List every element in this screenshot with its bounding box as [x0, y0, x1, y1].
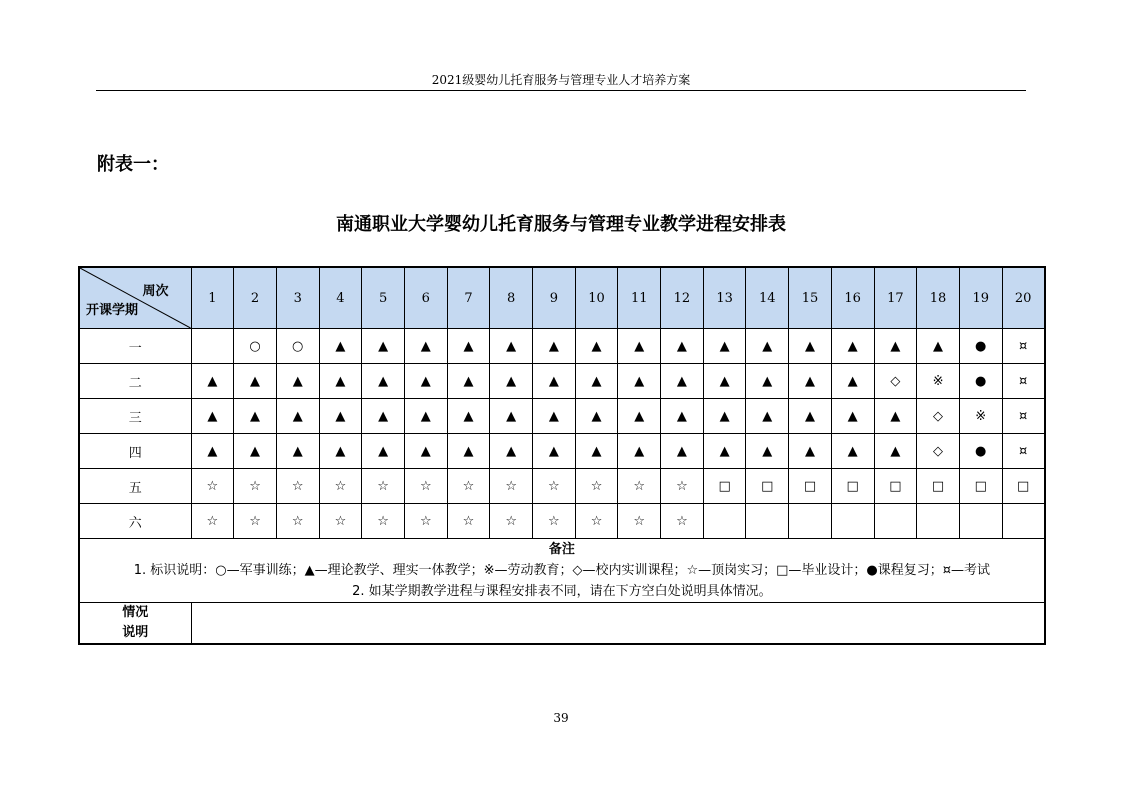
schedule-cell: ☆ [404, 469, 447, 504]
notes-line: 1. 标识说明：○—军事训练；▲—理论教学、理实一体教学；※—劳动教育；◇—校内实训课程；☆—顶岗实习；□—毕业设计；●课程复习；¤—考试 [133, 563, 991, 578]
week-header-cell: 4 [319, 267, 362, 329]
schedule-cell: ◇ [917, 434, 960, 469]
schedule-cell: ☆ [575, 504, 618, 539]
week-header-cell: 14 [746, 267, 789, 329]
notes-row [79, 539, 1045, 603]
schedule-cell: ▲ [490, 329, 533, 364]
schedule-cell: □ [831, 469, 874, 504]
schedule-cell: ▲ [618, 364, 661, 399]
schedule-cell: ▲ [831, 434, 874, 469]
schedule-cell: ▲ [490, 399, 533, 434]
schedule-cell: □ [789, 469, 832, 504]
semester-label: 三 [79, 399, 191, 434]
schedule-cell: ▲ [490, 364, 533, 399]
notes-line: 2. 如某学期教学进程与课程安排表不同，请在下方空白处说明具体情况。 [352, 584, 772, 599]
schedule-cell: ▲ [703, 364, 746, 399]
schedule-cell: ▲ [191, 399, 234, 434]
schedule-cell: ▲ [789, 434, 832, 469]
week-header-cell: 1 [191, 267, 234, 329]
schedule-cell [746, 504, 789, 539]
schedule-cell: ▲ [404, 434, 447, 469]
schedule-cell: ☆ [234, 504, 277, 539]
schedule-cell: ☆ [362, 504, 405, 539]
semester-label: 四 [79, 434, 191, 469]
week-header-cell: 3 [276, 267, 319, 329]
schedule-cell: ▲ [789, 364, 832, 399]
schedule-cell: ※ [959, 399, 1002, 434]
notes-heading: 备注 [548, 542, 575, 557]
schedule-cell: ▲ [703, 434, 746, 469]
week-header-cell: 5 [362, 267, 405, 329]
week-header-cell: 19 [959, 267, 1002, 329]
schedule-cell: ● [959, 329, 1002, 364]
situation-text-area[interactable] [191, 603, 1045, 645]
schedule-cell: ¤ [1002, 364, 1045, 399]
schedule-cell: □ [917, 469, 960, 504]
schedule-cell: □ [874, 469, 917, 504]
schedule-cell: ▲ [404, 329, 447, 364]
schedule-cell: ¤ [1002, 399, 1045, 434]
schedule-cell: ☆ [319, 469, 362, 504]
schedule-cell: ▲ [746, 434, 789, 469]
week-header-cell: 9 [533, 267, 576, 329]
schedule-cell [917, 504, 960, 539]
schedule-cell: ▲ [276, 399, 319, 434]
schedule-cell: ▲ [234, 434, 277, 469]
schedule-cell: ▲ [618, 399, 661, 434]
schedule-cell: ▲ [533, 399, 576, 434]
schedule-cell [831, 504, 874, 539]
week-header-cell: 8 [490, 267, 533, 329]
schedule-cell: ▲ [789, 329, 832, 364]
schedule-cell: ▲ [276, 364, 319, 399]
schedule-cell: ▲ [319, 399, 362, 434]
schedule-cell: ▲ [874, 434, 917, 469]
schedule-cell: ◇ [874, 364, 917, 399]
schedule-cell: ▲ [575, 329, 618, 364]
week-header-cell: 20 [1002, 267, 1045, 329]
week-header-cell: 15 [789, 267, 832, 329]
schedule-cell: ▲ [362, 329, 405, 364]
week-header-cell: 10 [575, 267, 618, 329]
schedule-cell: ▲ [276, 434, 319, 469]
schedule-cell: ▲ [362, 364, 405, 399]
schedule-cell: ▲ [447, 399, 490, 434]
schedule-cell: ▲ [703, 329, 746, 364]
schedule-cell: ▲ [661, 329, 704, 364]
week-header-cell: 17 [874, 267, 917, 329]
schedule-cell: ▲ [746, 364, 789, 399]
week-header-cell: 13 [703, 267, 746, 329]
schedule-cell: ¤ [1002, 434, 1045, 469]
schedule-cell: ☆ [404, 504, 447, 539]
schedule-cell: ▲ [404, 399, 447, 434]
schedule-cell: ☆ [533, 469, 576, 504]
week-header-cell: 16 [831, 267, 874, 329]
situation-label [79, 603, 191, 645]
semester-label: 六 [79, 504, 191, 539]
schedule-cell: ▲ [234, 364, 277, 399]
semester-label: 二 [79, 364, 191, 399]
situation-label-line: 情况 [122, 605, 149, 620]
schedule-cell: ▲ [447, 329, 490, 364]
schedule-cell: ▲ [661, 364, 704, 399]
week-header-cell: 2 [234, 267, 277, 329]
schedule-cell: ▲ [874, 399, 917, 434]
schedule-cell: ☆ [618, 504, 661, 539]
page-number: 39 [553, 711, 569, 725]
week-header-cell: 18 [917, 267, 960, 329]
schedule-cell: ▲ [447, 434, 490, 469]
schedule-cell: ☆ [575, 469, 618, 504]
schedule-cell: ☆ [618, 469, 661, 504]
schedule-cell: ○ [276, 329, 319, 364]
schedule-cell: ¤ [1002, 329, 1045, 364]
schedule-cell: ▲ [618, 434, 661, 469]
schedule-cell: ▲ [533, 364, 576, 399]
schedule-cell [191, 329, 234, 364]
semester-label: 一 [79, 329, 191, 364]
schedule-cell [789, 504, 832, 539]
schedule-cell: ☆ [276, 469, 319, 504]
schedule-cell: ☆ [661, 469, 704, 504]
schedule-cell: ☆ [661, 504, 704, 539]
schedule-cell: ▲ [362, 434, 405, 469]
schedule-cell: □ [746, 469, 789, 504]
schedule-cell: ▲ [618, 329, 661, 364]
semester-row [79, 504, 1045, 539]
schedule-cell [703, 504, 746, 539]
schedule-cell: ▲ [661, 399, 704, 434]
semester-row [79, 329, 1045, 364]
schedule-cell: ▲ [575, 399, 618, 434]
week-header-cell: 7 [447, 267, 490, 329]
schedule-cell: ☆ [490, 504, 533, 539]
schedule-cell: ▲ [191, 434, 234, 469]
week-header-cell: 12 [661, 267, 704, 329]
schedule-cell: ▲ [575, 364, 618, 399]
corner-semester-label: 开课学期 [86, 303, 139, 318]
schedule-cell: ▲ [319, 364, 362, 399]
notes-cell [79, 539, 1045, 603]
schedule-cell: □ [959, 469, 1002, 504]
schedule-cell: ☆ [362, 469, 405, 504]
schedule-cell: ☆ [276, 504, 319, 539]
schedule-cell: ▲ [319, 329, 362, 364]
schedule-cell: ▲ [661, 434, 704, 469]
schedule-cell: ▲ [874, 329, 917, 364]
schedule-cell [959, 504, 1002, 539]
schedule-cell: ▲ [917, 329, 960, 364]
schedule-cell: ▲ [789, 399, 832, 434]
schedule-cell: ▲ [319, 434, 362, 469]
schedule-cell: ☆ [447, 504, 490, 539]
semester-row [79, 364, 1045, 399]
schedule-table [78, 266, 1046, 645]
schedule-cell: ☆ [533, 504, 576, 539]
appendix-label: 附表一： [97, 154, 169, 175]
situation-row [79, 603, 1045, 645]
schedule-cell: □ [703, 469, 746, 504]
situation-label-line: 说明 [122, 625, 149, 640]
schedule-cell: ◇ [917, 399, 960, 434]
schedule-cell [874, 504, 917, 539]
table-title: 南通职业大学婴幼儿托育服务与管理专业教学进程安排表 [336, 214, 786, 235]
schedule-cell: ※ [917, 364, 960, 399]
schedule-cell: ▲ [746, 399, 789, 434]
corner-week-label: 周次 [142, 284, 169, 299]
schedule-cell: ☆ [447, 469, 490, 504]
semester-row [79, 434, 1045, 469]
schedule-cell: ▲ [191, 364, 234, 399]
schedule-cell: ▲ [234, 399, 277, 434]
week-header-cell: 6 [404, 267, 447, 329]
schedule-cell: ▲ [490, 434, 533, 469]
schedule-cell: ▲ [831, 399, 874, 434]
schedule-cell: ● [959, 434, 1002, 469]
schedule-cell: ▲ [447, 364, 490, 399]
schedule-cell: ▲ [703, 399, 746, 434]
week-header-row [79, 267, 1045, 329]
corner-header-cell [79, 267, 191, 329]
schedule-cell: □ [1002, 469, 1045, 504]
schedule-cell: ▲ [404, 364, 447, 399]
schedule-cell: ☆ [191, 504, 234, 539]
diagonal-divider [80, 268, 191, 328]
semester-label: 五 [79, 469, 191, 504]
schedule-cell: ☆ [490, 469, 533, 504]
schedule-cell: ● [959, 364, 1002, 399]
schedule-cell [1002, 504, 1045, 539]
schedule-cell: ▲ [831, 329, 874, 364]
schedule-cell: ☆ [319, 504, 362, 539]
schedule-cell: ▲ [575, 434, 618, 469]
schedule-cell: ☆ [191, 469, 234, 504]
week-header-cell: 11 [618, 267, 661, 329]
page-header: 2021级婴幼儿托育服务与管理专业人才培养方案 [96, 70, 1026, 91]
schedule-cell: ○ [234, 329, 277, 364]
schedule-cell: ▲ [533, 329, 576, 364]
schedule-cell: ☆ [234, 469, 277, 504]
schedule-cell: ▲ [533, 434, 576, 469]
schedule-cell: ▲ [362, 399, 405, 434]
semester-row [79, 399, 1045, 434]
schedule-cell: ▲ [831, 364, 874, 399]
semester-row [79, 469, 1045, 504]
schedule-cell: ▲ [746, 329, 789, 364]
